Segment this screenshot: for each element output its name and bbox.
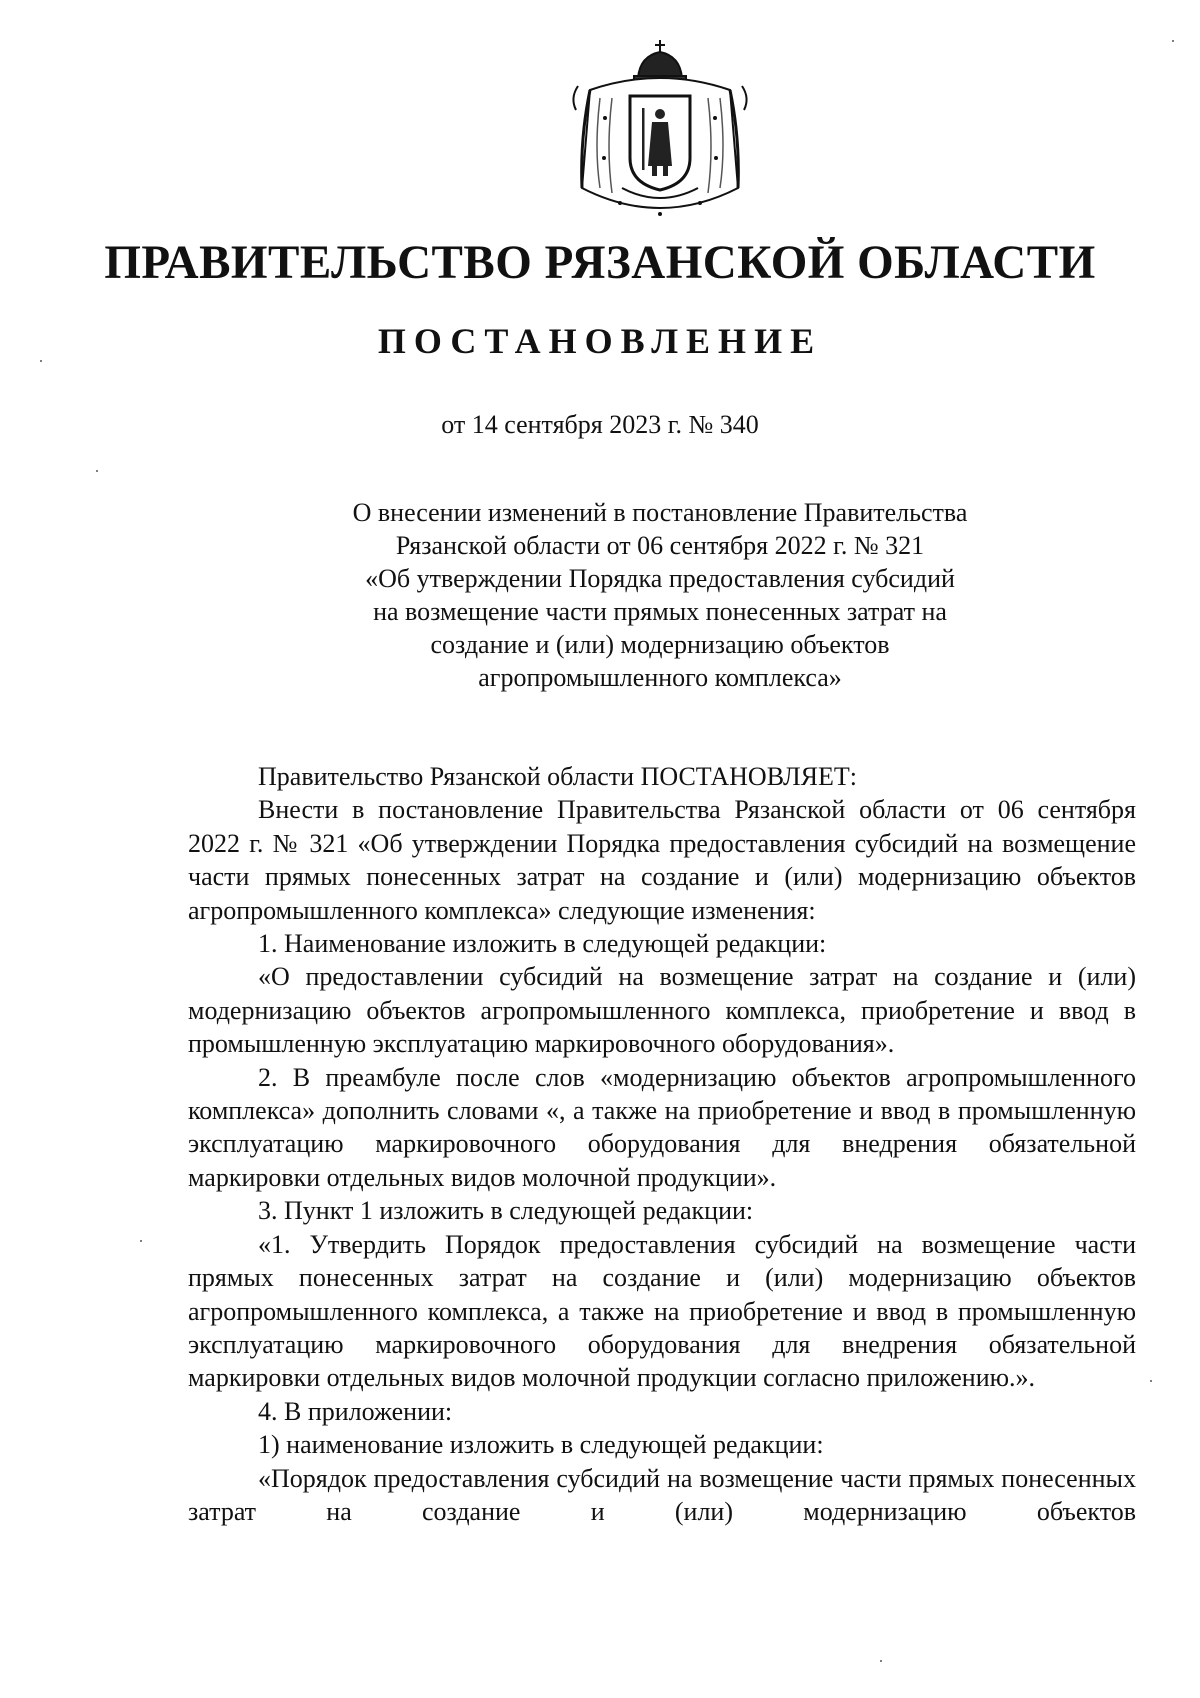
body-paragraph: Правительство Рязанской области ПОСТАНОВЛЯЕТ: [258, 762, 858, 791]
ryazan-coat-of-arms-icon [560, 38, 760, 228]
body-paragraph: Внести в постановление Правительства Рязанской области от 06 сентября 2022 г. № 321 «Об утверждении Порядка предоставления субсидий на возмещение части прямых понесенных затрат на создание и (или) модернизацию объектов агропромышленного комплекса» следующие изменения: [188, 795, 1136, 925]
scan-speck [96, 470, 98, 472]
body-paragraph: «1. Утвердить Порядок предоставления субсидий на возмещение части прямых понесенных затрат на создание и (или) модернизацию объектов агропромышленного комплекса, а также на приобретение и ввод в промышленную эксплуатацию маркировочного оборудования для внедрения обязательной маркировки отдельных видов молочной продукции согласно приложению.». [188, 1229, 1136, 1393]
body-paragraph: 2. В преамбуле после слов «модернизацию объектов агропромышленного комплекса» дополнить словами «, а также на приобретение и ввод в промышленную эксплуатацию маркировочного оборудования для внедрения обязательной маркировки отдельных видов молочной продукции». [188, 1062, 1136, 1192]
subject-line: на возмещение части прямых понесенных затрат на [373, 597, 947, 626]
scan-speck [1172, 40, 1174, 42]
body-paragraph: 1. Наименование изложить в следующей редакции: [258, 929, 827, 959]
document-date-number: от 14 сентября 2023 г. № 340 [441, 410, 759, 439]
subject-line: агропромышленного комплекса» [478, 663, 842, 692]
subject-line: «Об утверждении Порядка предоставления субсидий [365, 564, 955, 593]
document-type: ПОСТАНОВЛЕНИЕ [377, 321, 823, 361]
body-paragraph: 4. В приложении: [258, 1396, 453, 1426]
scan-speck [1150, 1380, 1152, 1382]
subject-line: создание и (или) модернизацию объектов [430, 630, 890, 659]
subject-line: О внесении изменений в постановление Правительства [352, 498, 968, 527]
subject-line: Рязанской области от 06 сентября 2022 г. № 321 [395, 531, 925, 560]
scan-speck [140, 1240, 142, 1242]
body-paragraph: 3. Пункт 1 изложить в следующей редакции: [258, 1196, 754, 1226]
body-paragraph: 1) наименование изложить в следующей редакции: [258, 1430, 824, 1460]
scan-speck [880, 1660, 882, 1662]
body-paragraph: «О предоставлении субсидий на возмещение затрат на создание и (или) модернизацию объектов агропромышленного комплекса, приобретение и ввод в промышленную эксплуатацию маркировочного оборудования». [188, 962, 1136, 1059]
scan-speck [40, 360, 42, 362]
government-title: ПРАВИТЕЛЬСТВО РЯЗАНСКОЙ ОБЛАСТИ [104, 236, 1096, 289]
body-paragraph: «Порядок предоставления субсидий на возмещение части прямых понесенных затрат на создание и (или) модернизацию объектов [188, 1463, 1136, 1526]
document-body [188, 760, 1136, 1528]
document-subject [300, 496, 1020, 694]
